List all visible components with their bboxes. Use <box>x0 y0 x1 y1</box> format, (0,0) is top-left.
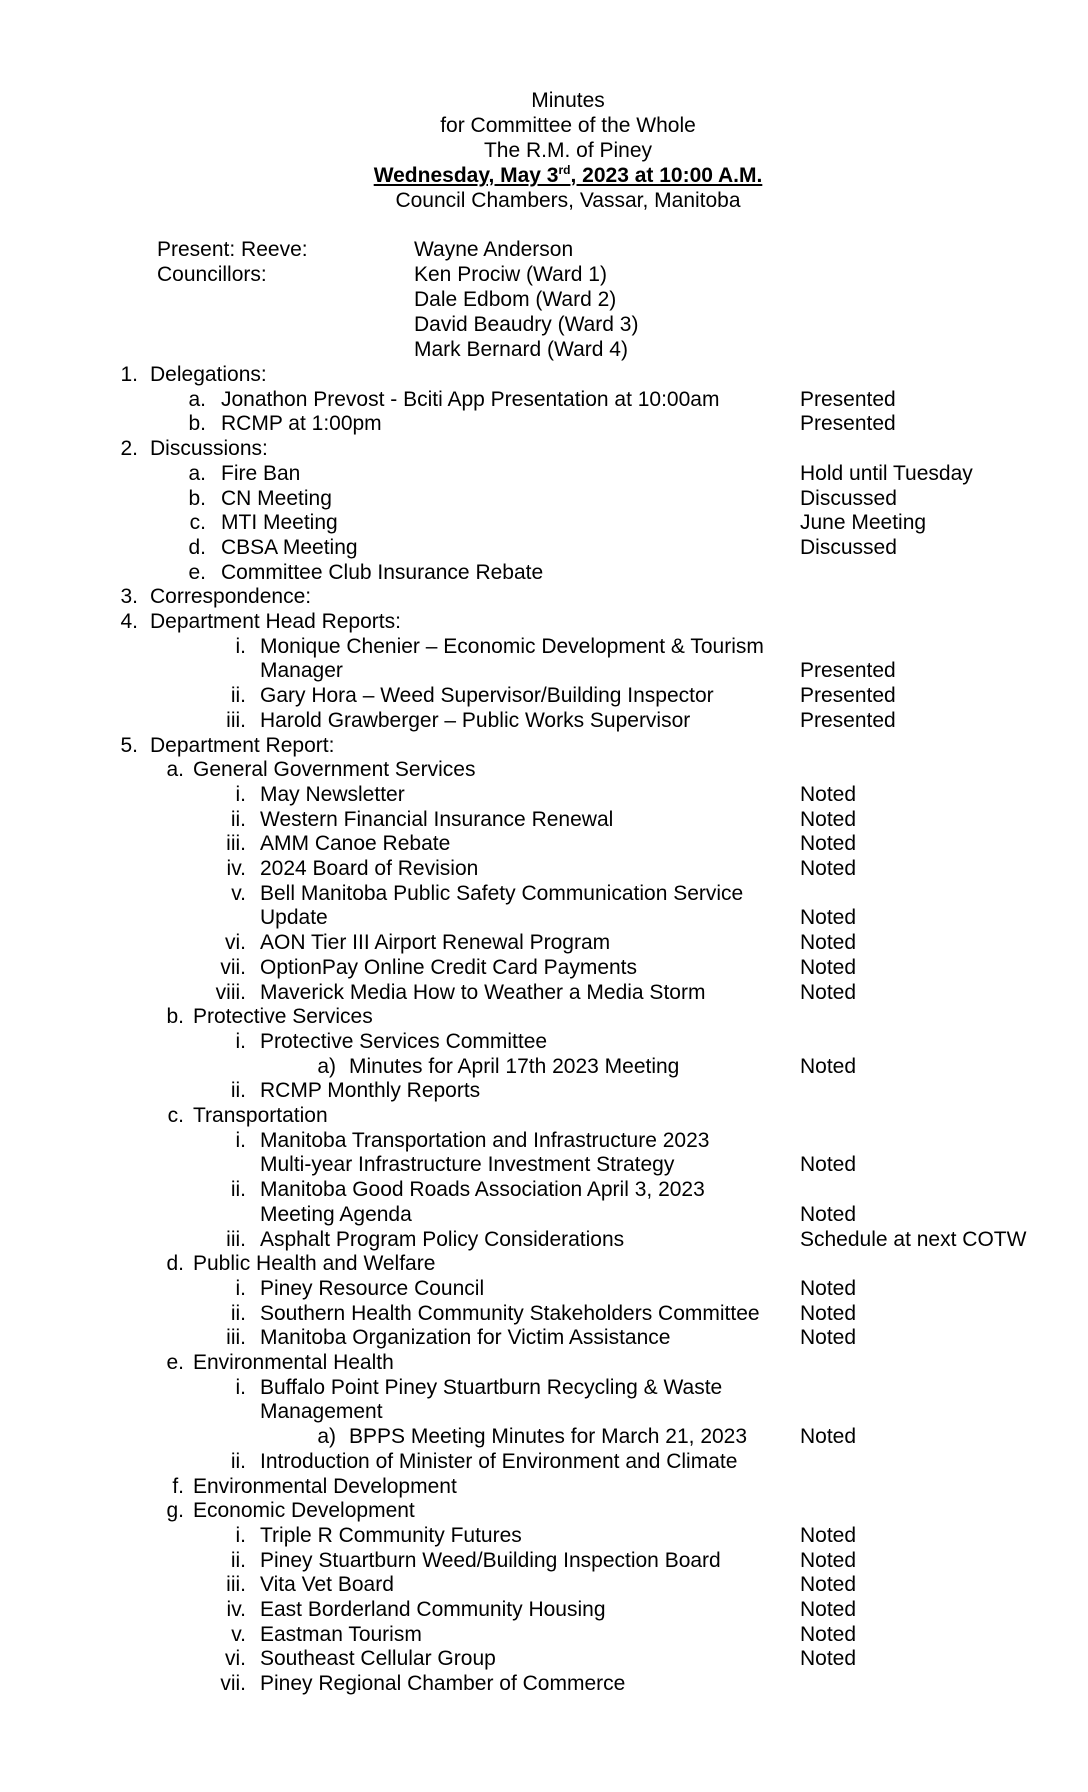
agenda-item-text: East Borderland Community Housing <box>260 1598 606 1621</box>
municipality-title: The R.M. of Piney <box>483 139 653 162</box>
agenda-item <box>0 831 1088 856</box>
agenda-item-number: f. <box>172 1474 184 1498</box>
agenda-item-number: i. <box>235 634 246 658</box>
agenda-item-status: Noted <box>800 1647 857 1671</box>
agenda-item-number: 4. <box>120 610 138 633</box>
agenda-item <box>0 387 1088 412</box>
agenda-item <box>0 980 1088 1005</box>
agenda-item-text: MTI Meeting <box>221 511 338 535</box>
agenda-item-status: Noted <box>800 906 857 930</box>
agenda-item-status: Noted <box>800 1054 857 1078</box>
agenda-item-text: General Government Services <box>193 758 476 782</box>
agenda-item <box>0 1474 1088 1499</box>
agenda-item <box>0 1103 1088 1128</box>
agenda-item-number: v. <box>231 881 246 905</box>
agenda-item <box>0 436 1088 461</box>
agenda-item-text: Maverick Media How to Weather a Media Storm <box>260 980 706 1004</box>
agenda-item <box>0 1375 1088 1400</box>
agenda-item <box>0 1128 1088 1153</box>
agenda-item <box>0 1622 1088 1647</box>
agenda-item-number: i. <box>235 1029 246 1053</box>
agenda-item <box>0 1301 1088 1326</box>
agenda-item-number: ii. <box>230 1178 246 1202</box>
agenda-item <box>0 807 1088 832</box>
agenda-item <box>0 1572 1088 1597</box>
agenda-item-text: Gary Hora – Weed Supervisor/Building Inspector <box>260 684 714 708</box>
agenda-item-status: Noted <box>800 1326 857 1350</box>
meeting-date-suffix: rd <box>558 163 571 177</box>
agenda-item-text: Protective Services Committee <box>260 1029 548 1053</box>
agenda-item-number: b. <box>166 1005 184 1029</box>
agenda-item-text: Manager <box>260 659 343 683</box>
agenda-item-text: Multi-year Infrastructure Investment Strategy <box>260 1153 675 1177</box>
agenda-item-text: Environmental Health <box>193 1351 394 1374</box>
agenda-item-text: Discussions: <box>150 437 268 461</box>
agenda-item-status: Presented <box>800 659 896 683</box>
agenda-item <box>0 1054 1088 1079</box>
meeting-date-main: Wednesday, May 3 <box>373 164 559 187</box>
agenda-item-text: Meeting Agenda <box>260 1202 412 1226</box>
agenda-item-text: Manitoba Organization for Victim Assistance <box>260 1326 671 1350</box>
agenda-item-status: Noted <box>800 1276 857 1300</box>
agenda-item-number: 1. <box>120 363 138 386</box>
agenda-item-number: d. <box>188 535 206 559</box>
agenda-item <box>0 1424 1088 1449</box>
agenda-item-status: Noted <box>800 1202 857 1226</box>
agenda-item-number: c. <box>189 511 206 535</box>
agenda-item-number: iv. <box>226 857 246 880</box>
agenda-item <box>0 1498 1088 1523</box>
agenda-item <box>0 1449 1088 1474</box>
agenda-item <box>0 609 1088 634</box>
agenda-item-number: vii. <box>220 955 246 979</box>
meeting-date <box>0 163 1088 188</box>
agenda-item-status: Noted <box>800 857 857 880</box>
agenda-item-text: Piney Regional Chamber of Commerce <box>260 1672 626 1696</box>
agenda-item-text: Western Financial Insurance Renewal <box>260 807 614 831</box>
agenda-item-status: Presented <box>800 708 896 732</box>
agenda-item-text: Bell Manitoba Public Safety Communication Service <box>260 881 744 905</box>
agenda-item-status: Noted <box>800 1548 857 1572</box>
agenda-item-number: ii. <box>230 684 246 708</box>
agenda-item-text: Minutes for April 17th 2023 Meeting <box>349 1054 680 1078</box>
agenda-item-number: i. <box>235 1523 246 1547</box>
agenda-item-number: i. <box>235 782 246 806</box>
agenda-item <box>0 1350 1088 1375</box>
meeting-location: Council Chambers, Vassar, Manitoba <box>395 189 741 212</box>
agenda-item <box>0 1597 1088 1622</box>
agenda-item-status: Noted <box>800 980 857 1004</box>
agenda-item-status: June Meeting <box>800 511 927 535</box>
agenda-item-text: Committee Club Insurance Rebate <box>221 560 544 584</box>
agenda-item-text: Piney Stuartburn Weed/Building Inspection Board <box>260 1548 721 1572</box>
agenda-item-number: a) <box>317 1425 336 1449</box>
agenda-item-text: Buffalo Point Piney Stuartburn Recycling & Waste <box>260 1375 723 1399</box>
committee-title: for Committee of the Whole <box>440 114 696 137</box>
agenda-item <box>0 584 1088 609</box>
agenda-item-status: Noted <box>800 1523 857 1547</box>
agenda-item-text: Introduction of Minister of Environment and Climate <box>260 1449 738 1473</box>
agenda-item-text: 2024 Board of Revision <box>260 857 479 880</box>
agenda-item <box>0 1646 1088 1671</box>
reeve-name: Wayne Anderson <box>414 238 574 261</box>
agenda-item-text: RCMP Monthly Reports <box>260 1079 481 1103</box>
agenda-item-text: Correspondence: <box>150 585 312 609</box>
agenda-item-number: iii. <box>226 708 246 732</box>
agenda-item-text: Vita Vet Board <box>260 1573 394 1597</box>
agenda-item-text: Southeast Cellular Group <box>260 1647 496 1671</box>
agenda-item <box>0 856 1088 881</box>
agenda-item-status: Presented <box>800 387 896 411</box>
agenda-item-text: Delegations: <box>150 363 267 386</box>
councillor-name: David Beaudry (Ward 3) <box>414 313 639 336</box>
agenda-item <box>0 1227 1088 1252</box>
agenda-item <box>0 1177 1088 1202</box>
agenda-item-number: 2. <box>120 437 138 461</box>
agenda-item <box>0 510 1088 535</box>
agenda-item-number: b. <box>188 486 206 510</box>
minutes-title: Minutes <box>531 89 605 112</box>
agenda-item-text: Eastman Tourism <box>260 1622 422 1646</box>
agenda-item-number: ii. <box>230 1301 246 1325</box>
agenda-item <box>0 1523 1088 1548</box>
agenda-item-number: i. <box>235 1375 246 1399</box>
agenda-item-text: Department Head Reports: <box>150 610 401 633</box>
agenda-item-text: RCMP at 1:00pm <box>221 412 382 436</box>
agenda-item-number: i. <box>235 1276 246 1300</box>
agenda-item <box>0 930 1088 955</box>
agenda-item <box>0 1029 1088 1054</box>
agenda-item-text: Transportation <box>193 1104 328 1127</box>
agenda-item-text: Asphalt Program Policy Considerations <box>260 1227 625 1251</box>
agenda-item <box>0 461 1088 486</box>
agenda-item <box>0 708 1088 733</box>
agenda-item-text: Economic Development <box>193 1499 415 1523</box>
agenda-item-status: Noted <box>800 1153 857 1177</box>
agenda-item-number: d. <box>166 1252 184 1276</box>
agenda-item <box>0 757 1088 782</box>
agenda-item-status: Discussed <box>800 535 897 559</box>
agenda-item-number: e. <box>166 1351 184 1374</box>
agenda-item <box>0 560 1088 585</box>
agenda-item <box>0 362 1088 387</box>
agenda-item-number: 5. <box>120 733 138 757</box>
agenda-item-text: Jonathon Prevost - Bciti App Presentation at 10:00am <box>221 387 720 411</box>
agenda-item-number: vi. <box>225 931 246 955</box>
agenda-item <box>0 1152 1088 1177</box>
agenda-item-status: Noted <box>800 1573 857 1597</box>
agenda-item-text: Public Health and Welfare <box>193 1252 436 1276</box>
agenda-item <box>0 1548 1088 1573</box>
agenda-item <box>0 1325 1088 1350</box>
reeve-label: Present: Reeve: <box>157 238 308 261</box>
agenda-item-number: viii. <box>215 980 246 1004</box>
agenda-item <box>0 486 1088 511</box>
agenda-item-text: CBSA Meeting <box>221 535 358 559</box>
agenda-item-number: ii. <box>230 1079 246 1103</box>
agenda-item-number: ii. <box>230 1449 246 1473</box>
agenda-item-text: Piney Resource Council <box>260 1276 485 1300</box>
agenda-item-text: Fire Ban <box>221 461 301 485</box>
agenda-item-number: c. <box>167 1104 184 1127</box>
agenda-item <box>0 634 1088 659</box>
agenda-item-number: iii. <box>226 1227 246 1251</box>
agenda-item-number: g. <box>166 1499 184 1523</box>
agenda-item-text: Triple R Community Futures <box>260 1523 522 1547</box>
agenda-item-text: CN Meeting <box>221 486 332 510</box>
agenda-item-number: 3. <box>120 585 138 609</box>
agenda-item-text: Management <box>260 1400 383 1424</box>
agenda-item-text: Southern Health Community Stakeholders Committee <box>260 1301 760 1325</box>
meeting-date-time: , 2023 at 10:00 A.M. <box>570 164 763 187</box>
agenda-item <box>0 683 1088 708</box>
agenda-item <box>0 411 1088 436</box>
agenda-item-text: Environmental Development <box>193 1474 457 1498</box>
agenda-item-status: Noted <box>800 1622 857 1646</box>
agenda-item-number: iii. <box>226 832 246 856</box>
agenda-item <box>0 1399 1088 1424</box>
agenda-item <box>0 733 1088 758</box>
agenda-item-status: Presented <box>800 684 896 708</box>
agenda-item-status: Noted <box>800 807 857 831</box>
agenda-item <box>0 1202 1088 1227</box>
agenda-item-number: vi. <box>225 1647 246 1671</box>
agenda-item-status: Discussed <box>800 486 897 510</box>
agenda-item-number: a) <box>317 1054 336 1078</box>
agenda-item-number: i. <box>235 1128 246 1152</box>
agenda-item-status: Noted <box>800 931 857 955</box>
agenda-item <box>0 1251 1088 1276</box>
agenda-item-status: Noted <box>800 1301 857 1325</box>
agenda-item-status: Presented <box>800 412 896 436</box>
agenda-item-number: b. <box>188 412 206 436</box>
agenda-item-status: Noted <box>800 832 857 856</box>
agenda-item-status: Noted <box>800 1598 857 1621</box>
agenda-item <box>0 535 1088 560</box>
agenda-item-status: Hold until Tuesday <box>800 461 973 485</box>
agenda-item-number: iii. <box>226 1326 246 1350</box>
agenda-item-status: Schedule at next COTW <box>800 1227 1027 1251</box>
agenda-item <box>0 881 1088 906</box>
agenda-item <box>0 1276 1088 1301</box>
agenda-item-text: Harold Grawberger – Public Works Supervisor <box>260 708 691 732</box>
agenda-item-text: Manitoba Good Roads Association April 3, 2023 <box>260 1178 705 1202</box>
agenda-item-text: AMM Canoe Rebate <box>260 832 451 856</box>
agenda-item-number: a. <box>188 461 206 485</box>
agenda-item-number: a. <box>188 387 206 411</box>
agenda-item-number: iii. <box>226 1573 246 1597</box>
agenda-item-text: Monique Chenier – Economic Development & Tourism <box>260 634 764 658</box>
agenda-item-status: Noted <box>800 955 857 979</box>
agenda-item-number: v. <box>231 1622 246 1646</box>
agenda-item-number: a. <box>166 758 184 782</box>
councillor-name: Mark Bernard (Ward 4) <box>414 338 628 361</box>
agenda-item-text: May Newsletter <box>260 782 405 806</box>
agenda-item-number: iv. <box>226 1598 246 1621</box>
agenda-item <box>0 658 1088 683</box>
agenda-item-status: Noted <box>800 782 857 806</box>
agenda-item <box>0 1671 1088 1696</box>
agenda-item-number: e. <box>188 560 206 584</box>
councillors-label: Councillors: <box>157 263 267 286</box>
agenda-item-number: ii. <box>230 807 246 831</box>
agenda-item-text: AON Tier III Airport Renewal Program <box>260 931 611 955</box>
agenda-item-text: Department Report: <box>150 733 335 757</box>
agenda-item-text: Update <box>260 906 328 930</box>
agenda-item-status: Noted <box>800 1425 857 1449</box>
agenda-item <box>0 1078 1088 1103</box>
agenda-item <box>0 1004 1088 1029</box>
agenda-item <box>0 905 1088 930</box>
agenda-item-text: Protective Services <box>193 1005 373 1029</box>
agenda-item <box>0 782 1088 807</box>
agenda-item <box>0 955 1088 980</box>
councillor-name: Dale Edbom (Ward 2) <box>414 288 617 311</box>
agenda-item-number: vii. <box>220 1672 246 1696</box>
agenda-item-text: Manitoba Transportation and Infrastructure 2023 <box>260 1128 710 1152</box>
councillor-name: Ken Prociw (Ward 1) <box>414 263 607 286</box>
agenda-item-number: ii. <box>230 1548 246 1572</box>
agenda-item-text: OptionPay Online Credit Card Payments <box>260 955 638 979</box>
agenda-item-text: BPPS Meeting Minutes for March 21, 2023 <box>349 1425 748 1449</box>
